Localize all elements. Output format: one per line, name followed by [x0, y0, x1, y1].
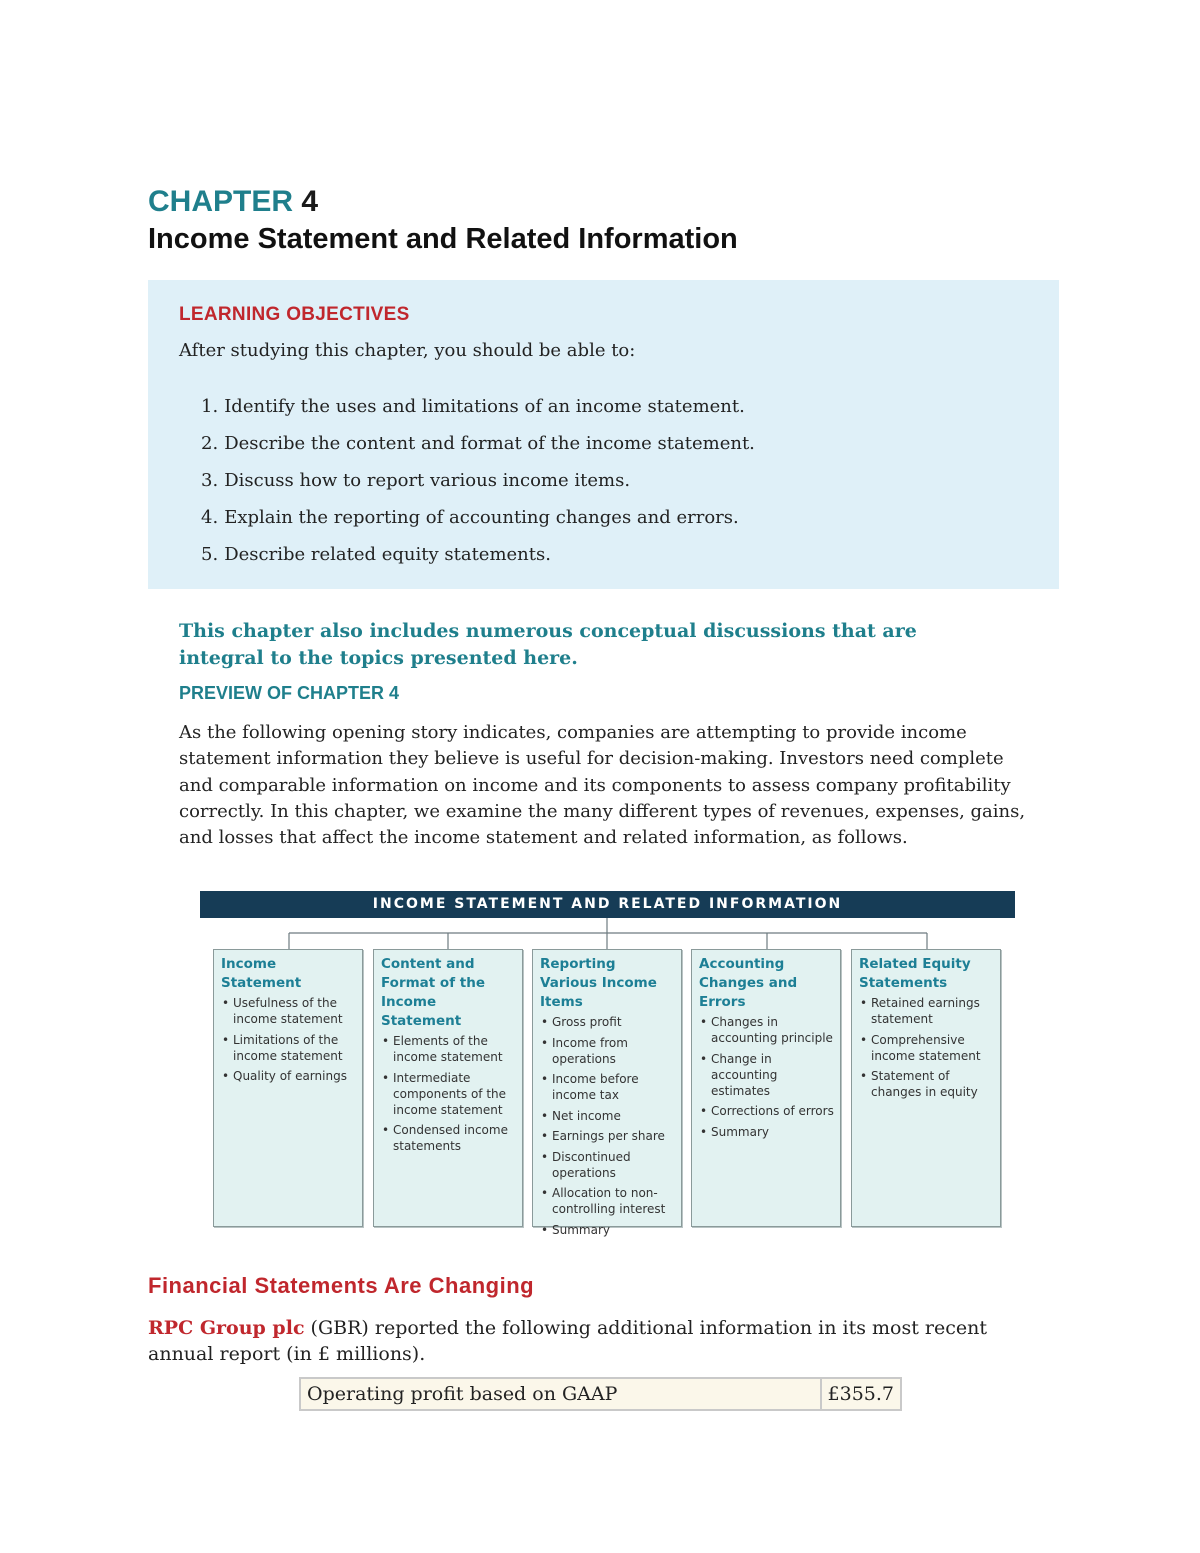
column-item: • Income before income tax: [540, 1071, 675, 1103]
learning-objectives-intro: After studying this chapter, you should be able to:: [179, 340, 636, 361]
org-chart-column-accounting-changes: [691, 949, 841, 1227]
column-list: [221, 995, 356, 1084]
column-item: • Elements of the income statement: [381, 1033, 516, 1065]
learning-objective-item: 5. Describe related equity statements.: [201, 544, 551, 565]
column-item: • Intermediate components of the income statement: [381, 1070, 516, 1118]
column-item: • Usefulness of the income statement: [221, 995, 356, 1027]
chapter-org-chart: [200, 891, 1015, 1237]
learning-objective-item: 3. Discuss how to report various income items.: [201, 470, 631, 491]
chapter-number: 4: [301, 185, 319, 218]
column-title: Content and Format of the Income Statement: [381, 956, 486, 1029]
chapter-word: CHAPTER: [148, 185, 294, 218]
org-chart-column-reporting-income-items: [532, 949, 682, 1237]
column-item: • Gross profit: [540, 1014, 675, 1030]
story-text: (GBR) reported the following additional information in its most recent annual report (in £ millions).: [148, 1317, 987, 1365]
column-title: Reporting Various Income Items: [540, 956, 657, 1010]
column-list: [381, 1033, 516, 1154]
column-item: • Discontinued operations: [540, 1149, 675, 1181]
column-item: • Quality of earnings: [221, 1068, 356, 1084]
column-list: [859, 995, 994, 1100]
column-title: Related Equity Statements: [859, 956, 971, 991]
chapter-title: Income Statement and Related Information: [148, 223, 738, 255]
column-title: Income Statement: [221, 956, 302, 991]
story-paragraph: [148, 1315, 1028, 1367]
learning-objectives-list: [201, 388, 755, 573]
table-label-cell: Operating profit based on GAAP: [300, 1378, 821, 1410]
column-list: [699, 1014, 834, 1140]
column-item: • Corrections of errors: [699, 1103, 834, 1119]
column-item: • Summary: [699, 1124, 834, 1140]
column-item: • Retained earnings statement: [859, 995, 994, 1027]
column-list: [540, 1014, 675, 1238]
company-name: RPC Group plc: [148, 1317, 305, 1339]
chapter-label: [148, 184, 318, 220]
org-chart-column-income-statement: [213, 949, 363, 1227]
story-heading: Financial Statements Are Changing: [148, 1273, 535, 1298]
preview-body: As the following opening story indicates, companies are attempting to provide income statement information they believe is useful for decision-making. Investors need complete and comparable information on income and its components to assess company profitability correctly. In this chapter, we examine the many different types of revenues, expenses, gains, and losses that affect the income statement and related information, as follows.: [179, 722, 1026, 849]
org-chart-column-content-format: [373, 949, 523, 1227]
org-chart-title: INCOME STATEMENT AND RELATED INFORMATION: [200, 891, 1015, 918]
learning-objective-item: 1. Identify the uses and limitations of an income statement.: [201, 396, 745, 417]
column-item: • Statement of changes in equity: [859, 1068, 994, 1100]
conceptual-callout: This chapter also includes numerous conceptual discussions that are integral to the topics presented here.: [179, 620, 917, 669]
column-item: • Change in accounting estimates: [699, 1051, 834, 1099]
column-item: • Net income: [540, 1108, 675, 1124]
column-item: • Limitations of the income statement: [221, 1032, 356, 1064]
learning-objectives-heading: LEARNING OBJECTIVES: [179, 304, 410, 325]
learning-objectives-box: [148, 280, 1059, 589]
preview-heading: PREVIEW OF CHAPTER 4: [179, 683, 400, 703]
column-item: • Changes in accounting principle: [699, 1014, 834, 1046]
column-item: • Condensed income statements: [381, 1122, 516, 1154]
org-chart-column-related-equity: [851, 949, 1001, 1227]
column-item: • Allocation to non-controlling interest: [540, 1185, 675, 1217]
org-chart-connectors: [200, 918, 1015, 950]
table-row: [300, 1378, 901, 1410]
operating-profit-table: [299, 1377, 902, 1411]
column-title: Accounting Changes and Errors: [699, 956, 798, 1010]
column-item: • Earnings per share: [540, 1128, 675, 1144]
column-item: • Comprehensive income statement: [859, 1032, 994, 1064]
column-item: • Summary: [540, 1222, 675, 1238]
table-value-cell: £355.7: [821, 1378, 901, 1410]
learning-objective-item: 4. Explain the reporting of accounting changes and errors.: [201, 507, 739, 528]
column-item: • Income from operations: [540, 1035, 675, 1067]
learning-objective-item: 2. Describe the content and format of the income statement.: [201, 433, 755, 454]
